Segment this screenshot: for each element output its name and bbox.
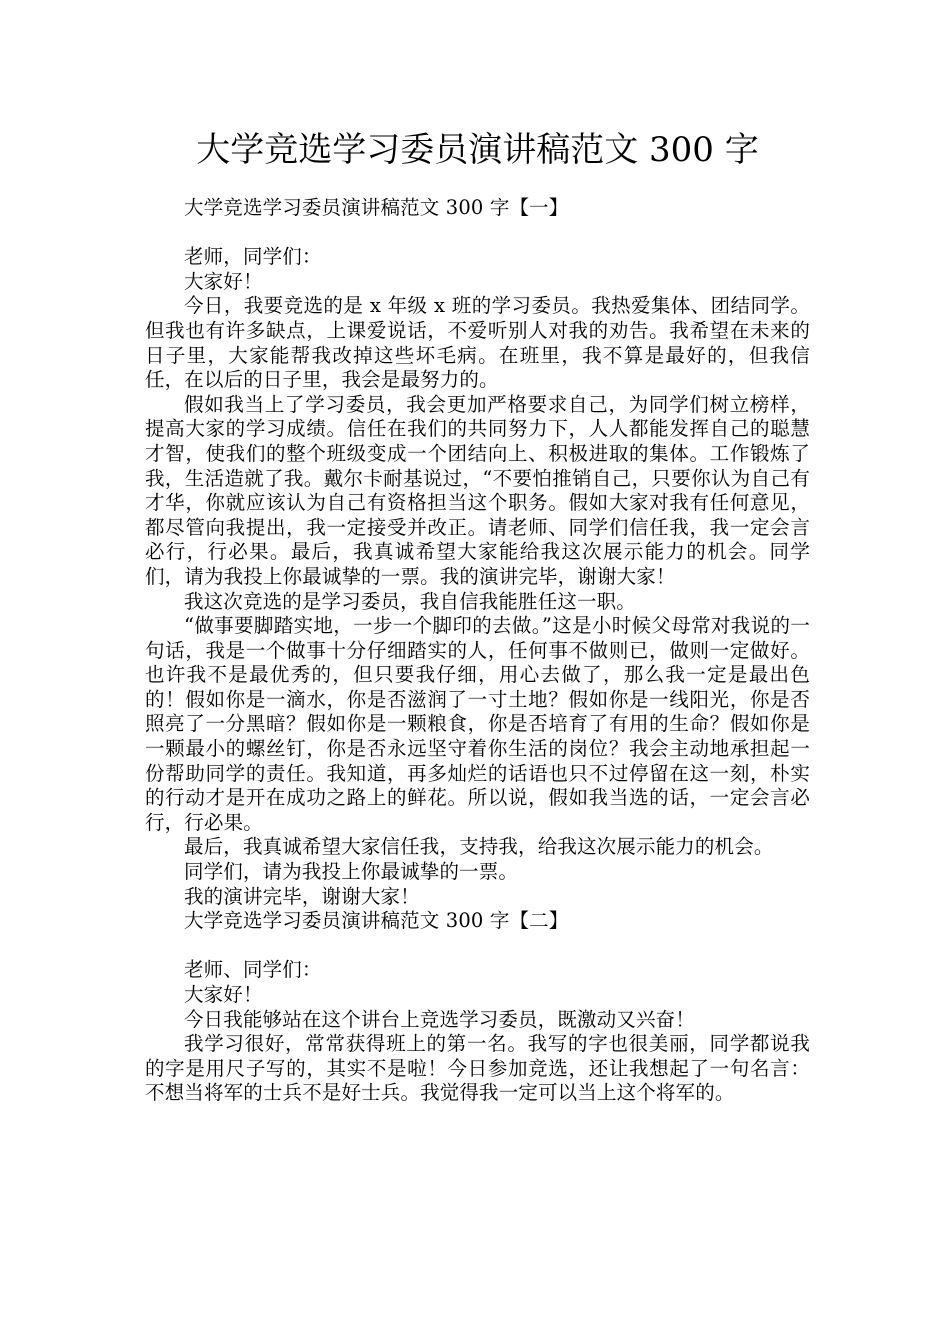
paragraph: 老师，同学们：: [184, 245, 322, 269]
paragraph: 大家好！: [184, 269, 263, 293]
document-title: 大学竞选学习委员演讲稿范文 300 字: [196, 130, 759, 170]
document-body: [145, 196, 810, 1106]
paragraph: 我学习很好，常常获得班上的第一名。我写的字也很美丽，同学都说我的字是用尺子写的，其实不是啦！今日参加竞选，还让我想起了一句名言：不想当将军的士兵不是好士兵。我觉得我一定可以当上这个将军的。: [145, 1032, 810, 1105]
paragraph: 大学竞选学习委员演讲稿范文 300 字【一】: [184, 196, 569, 219]
paragraph: 同学们，请为我投上你最诚挚的一票。: [184, 860, 519, 884]
paragraph: 我这次竞选的是学习委员，我自信我能胜任这一职。: [184, 589, 636, 613]
paragraph-gap: [145, 221, 810, 246]
paragraph: 老师、同学们：: [184, 958, 322, 982]
paragraph: 大学竞选学习委员演讲稿范文 300 字【二】: [184, 909, 569, 933]
paragraph: 今日，我要竞选的是 x 年级 x 班的学习委员。我热爱集体、团结同学。但我也有许多缺点，上课爱说话，不爱听别人对我的劝告。我希望在未来的日子里，大家能帮我改掉这些坏毛病。在班里，我不算是最好的，但我信任，在以后的日子里，我会是最努力的。: [145, 294, 810, 392]
paragraph: 今日我能够站在这个讲台上竞选学习委员，既激动又兴奋！: [184, 1007, 695, 1031]
paragraph: 我的演讲完毕，谢谢大家！: [184, 884, 420, 908]
paragraph: “做事要脚踏实地，一步一个脚印的去做。”这是小时候父母常对我说的一句话，我是一个做事十分仔细踏实的人，任何事不做则已，做则一定做好。也许我不是最优秀的，但只要我仔细，用心去做了，那么我一定是最出色的！假如你是一滴水，你是否滋润了一寸土地？假如你是一线阳光，你是否照亮了一分黑暗？假如你是一颗粮食，你是否培育了有用的生命？假如你是一颗最小的螺丝钉，你是否永远坚守着你生活的岗位？我会主动地承担起一份帮助同学的责任。我知道，再多灿烂的话语也只不过停留在这一刻，朴实的行动才是开在成功之路上的鲜花。所以说，假如我当选的话，一定会言必行，行必果。: [145, 614, 810, 834]
paragraph: 最后，我真诚希望大家信任我，支持我，给我这次展示能力的机会。: [184, 835, 774, 859]
paragraph-gap: [145, 934, 810, 959]
paragraph: 假如我当上了学习委员，我会更加严格要求自己，为同学们树立榜样，提高大家的学习成绩。信任在我们的共同努力下，人人都能发挥自己的聪慧才智，使我们的整个班级变成一个团结向上、积极进取的集体。工作锻炼了我，生活造就了我。戴尔卡耐基说过，“不要怕推销自己，只要你认为自己有才华，你就应该认为自己有资格担当这个职务。假如大家对我有任何意见，都尽管向我提出，我一定接受并改正。请老师、同学们信任我，我一定会言必行，行必果。最后，我真诚希望大家能给我这次展示能力的机会。同学们，请为我投上你最诚挚的一票。我的演讲完毕，谢谢大家！: [145, 392, 810, 588]
paragraph: 大家好！: [184, 983, 263, 1006]
